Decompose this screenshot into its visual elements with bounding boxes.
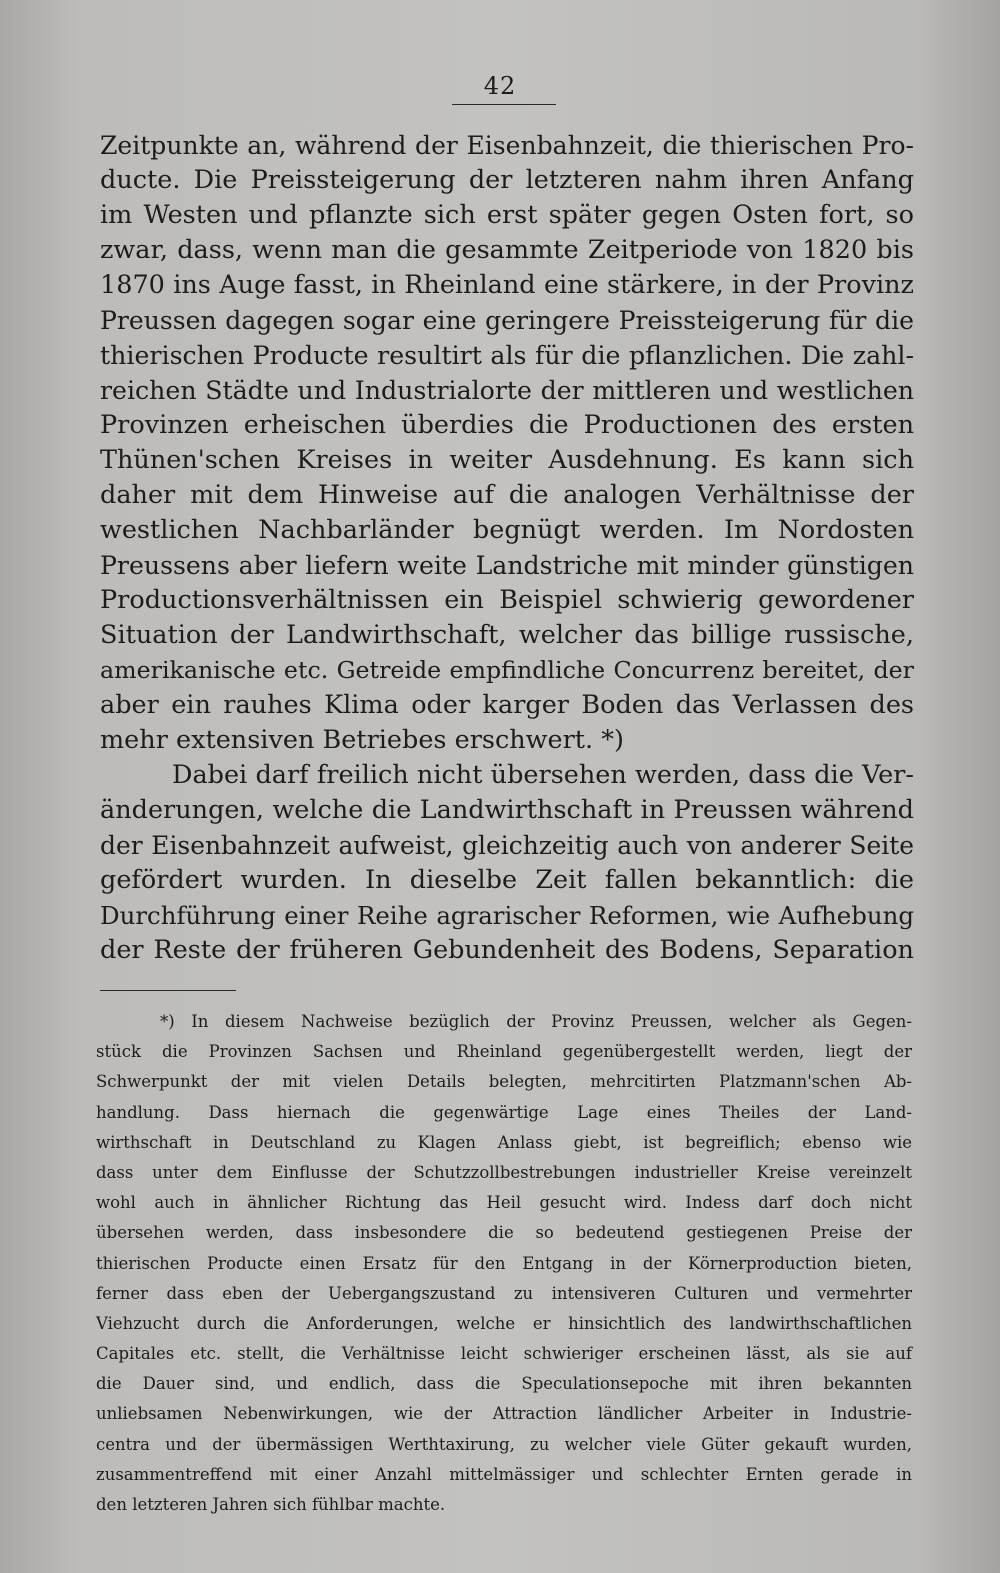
footnote-line: Schwerpunkt der mit vielen Details belegten, mehrcitirten Platzmann'schen Ab- (96, 1072, 912, 1092)
footnote-line: thierischen Producte einen Ersatz für den Entgang in der Körnerproduction bieten, (96, 1253, 912, 1273)
text-line: Durchführung einer Reihe agrarischer Reformen, wie Aufhebung (100, 901, 914, 930)
text-line: 1870 ins Auge fasst, in Rheinland eine stärkere, in der Provinz (100, 270, 914, 300)
footnote-line: den letzteren Jahren sich fühlbar machte. (96, 1495, 446, 1514)
footnote-line: centra und der übermässigen Werthtaxirung, zu welcher viele Güter gekauft wurden, (96, 1434, 912, 1454)
text-line: der Eisenbahnzeit aufweist, gleichzeitig auch von anderer Seite (100, 831, 914, 860)
page-number-rule (452, 104, 556, 105)
text-line: der Reste der früheren Gebundenheit des Bodens, Separation (100, 935, 914, 965)
footnote-line: *) In diesem Nachweise bezüglich der Provinz Preussen, welcher als Gegen- (160, 1012, 912, 1031)
text-line: änderungen, welche die Landwirthschaft in Preussen während (100, 795, 914, 825)
text-line: amerikanische etc. Getreide empfindliche Concurrenz bereitet, der (100, 656, 914, 684)
footnote-line: Viehzucht durch die Anforderungen, welche er hinsichtlich des landwirthschaftlichen (96, 1313, 912, 1333)
footnote-line: Capitales etc. stellt, die Verhältnisse leicht schwieriger erscheinen lässt, als sie auf (96, 1344, 912, 1364)
text-line: thierischen Producte resultirt als für die pflanzlichen. Die zahl- (100, 341, 914, 370)
footnote-line: übersehen werden, dass insbesondere die so bedeutend gestiegenen Preise der (96, 1223, 912, 1243)
text-line: Thünen'schen Kreises in weiter Ausdehnung. Es kann sich (100, 445, 914, 475)
text-line-paragraph-end: mehr extensiven Betriebes erschwert. *) (100, 725, 624, 755)
footnote-line: unliebsamen Nebenwirkungen, wie der Attraction ländlicher Arbeiter in Industrie- (96, 1404, 912, 1424)
main-text (100, 128, 914, 968)
text-line: Provinzen erheischen überdies die Productionen des ersten (100, 410, 914, 440)
text-line: Zeitpunkte an, während der Eisenbahnzeit, die thierischen Pro- (100, 131, 914, 160)
footnote-line: dass unter dem Einflusse der Schutzzollbestrebungen industrieller Kreise vereinzelt (96, 1162, 912, 1182)
text-line: Preussens aber liefern weite Landstriche mit minder günstigen (100, 551, 914, 580)
footnote-separator (100, 990, 236, 991)
footnote-line: zusammentreffend mit einer Anzahl mittelmässiger und schlechter Ernten gerade in (96, 1464, 912, 1484)
text-line: reichen Städte und Industrialorte der mittleren und westlichen (100, 376, 914, 405)
text-line: aber ein rauhes Klima oder karger Boden das Verlassen des (100, 690, 914, 720)
text-line: Productionsverhältnissen ein Beispiel schwierig gewordener (100, 585, 914, 615)
text-line: Situation der Landwirthschaft, welcher das billige russische, (100, 620, 914, 650)
text-line: daher mit dem Hinweise auf die analogen Verhältnisse der (100, 480, 914, 510)
text-line: im Westen und pflanzte sich erst später gegen Osten fort, so (100, 200, 914, 230)
footnote-line: ferner dass eben der Uebergangszustand zu intensiveren Culturen und vermehrter (96, 1283, 912, 1303)
text-line: zwar, dass, wenn man die gesammte Zeitperiode von 1820 bis (100, 235, 914, 265)
page-number: 42 (483, 72, 517, 100)
footnote-line: die Dauer sind, und endlich, dass die Speculationsepoche mit ihren bekannten (96, 1374, 912, 1394)
text-line: westlichen Nachbarländer begnügt werden. Im Nordosten (100, 515, 914, 545)
footnote-line: handlung. Dass hiernach die gegenwärtige Lage eines Theiles der Land- (96, 1102, 912, 1122)
text-line: Preussen dagegen sogar eine geringere Preissteigerung für die (100, 306, 914, 335)
footnote-line: wirthschaft in Deutschland zu Klagen Anlass giebt, ist begreiflich; ebenso wie (96, 1132, 912, 1152)
text-line: ducte. Die Preissteigerung der letzteren nahm ihren Anfang (100, 165, 914, 195)
footnote-line: stück die Provinzen Sachsen und Rheinland gegenübergestellt werden, liegt der (96, 1042, 912, 1062)
footnote-line: wohl auch in ähnlicher Richtung das Heil gesucht wird. Indess darf doch nicht (96, 1193, 912, 1213)
text-line-paragraph-start: Dabei darf freilich nicht übersehen werden, dass die Ver- (172, 760, 914, 790)
footnote (96, 1007, 912, 1520)
text-line: gefördert wurden. In dieselbe Zeit fallen bekanntlich: die (100, 865, 914, 895)
